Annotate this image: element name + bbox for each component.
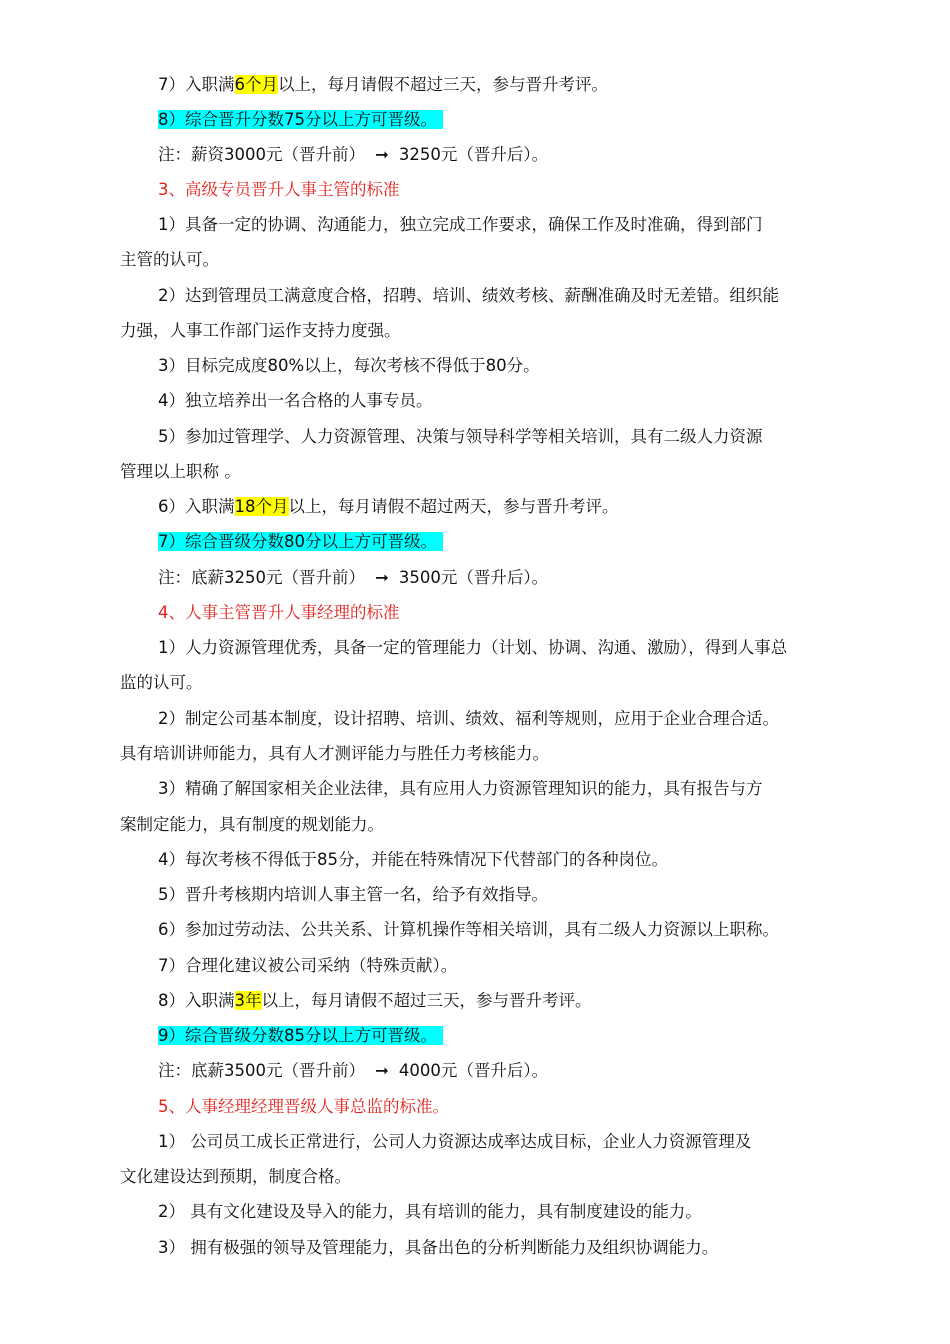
criterion-line: 3）目标完成度80%以上，每次考核不得低于80分。 (158, 356, 540, 375)
criterion-line: 2）制定公司基本制度，设计招聘、培训、绩效、福利等规则，应用于企业合理合适。 (158, 709, 779, 728)
criterion-line: 3） 拥有极强的领导及管理能力，具备出色的分析判断能力及组织协调能力。 (158, 1238, 719, 1257)
criterion-continuation: 主管的认可。 (120, 250, 219, 269)
criterion-line: 6）参加过劳动法、公共关系、计算机操作等相关培训，具有二级人力资源以上职称。 (158, 920, 779, 939)
arrow-right-icon: ➞ (375, 1061, 389, 1080)
salary-note: 注：薪资3000元（晋升前） ➞ 3250元（晋升后）。 (158, 145, 549, 164)
criterion-line: 2） 具有文化建设及导入的能力，具有培训的能力，具有制度建设的能力。 (158, 1202, 702, 1221)
criterion-line: 1）具备一定的协调、沟通能力，独立完成工作要求，确保工作及时准确，得到部门 (158, 215, 763, 234)
criterion-line: 6）入职满18个月以上，每月请假不超过两天，参与晋升考评。 (158, 497, 619, 516)
highlight-duration: 3年 (234, 991, 262, 1010)
criterion-continuation: 力强，人事工作部门运作支持力度强。 (120, 321, 401, 340)
arrow-right-icon: ➞ (375, 145, 389, 164)
criterion-line: 2）达到管理员工满意度合格，招聘、培训、绩效考核、薪酬准确及时无差错。组织能 (158, 286, 779, 305)
salary-note: 注：底薪3250元（晋升前） ➞ 3500元（晋升后）。 (158, 568, 549, 587)
highlight-duration: 18个月 (234, 497, 289, 516)
salary-note: 注：底薪3500元（晋升前） ➞ 4000元（晋升后）。 (158, 1061, 549, 1080)
criterion-continuation: 文化建设达到预期，制度合格。 (120, 1167, 351, 1186)
criterion-line: 1） 公司员工成长正常进行，公司人力资源达成率达成目标，企业人力资源管理及 (158, 1132, 752, 1151)
section-heading: 4、人事主管晋升人事经理的标准 (158, 603, 400, 622)
criterion-line: 7）入职满6个月以上，每月请假不超过三天，参与晋升考评。 (158, 75, 608, 94)
highlighted-score-line: 8）综合晋升分数75分以上方可晋级。 (158, 109, 443, 131)
arrow-right-icon: ➞ (375, 568, 389, 587)
highlight-duration: 6个月 (234, 75, 278, 94)
criterion-line: 8）入职满3年以上，每月请假不超过三天，参与晋升考评。 (158, 991, 592, 1010)
section-heading: 5、人事经理经理晋级人事总监的标准。 (158, 1097, 449, 1116)
criterion-continuation: 案制定能力，具有制度的规划能力。 (120, 815, 384, 834)
criterion-line: 4）独立培养出一名合格的人事专员。 (158, 391, 433, 410)
highlighted-score-line: 9）综合晋级分数85分以上方可晋级。 (158, 1025, 443, 1047)
criterion-line: 1）人力资源管理优秀，具备一定的管理能力（计划、协调、沟通、激励），得到人事总 (158, 638, 788, 657)
criterion-continuation: 管理以上职称 。 (120, 462, 241, 481)
section-heading: 3、高级专员晋升人事主管的标准 (158, 180, 400, 199)
criterion-line: 5）晋升考核期内培训人事主管一名，给予有效指导。 (158, 885, 548, 904)
criterion-continuation: 具有培训讲师能力，具有人才测评能力与胜任力考核能力。 (120, 744, 549, 763)
highlighted-score-line: 7）综合晋级分数80分以上方可晋级。 (158, 531, 443, 553)
criterion-line: 3）精确了解国家相关企业法律，具有应用人力资源管理知识的能力，具有报告与方 (158, 779, 763, 798)
criterion-continuation: 监的认可。 (120, 673, 203, 692)
criterion-line: 4）每次考核不得低于85分，并能在特殊情况下代替部门的各种岗位。 (158, 850, 668, 869)
criterion-line: 5）参加过管理学、人力资源管理、决策与领导科学等相关培训，具有二级人力资源 (158, 427, 763, 446)
criterion-line: 7）合理化建议被公司采纳（特殊贡献）。 (158, 956, 458, 975)
